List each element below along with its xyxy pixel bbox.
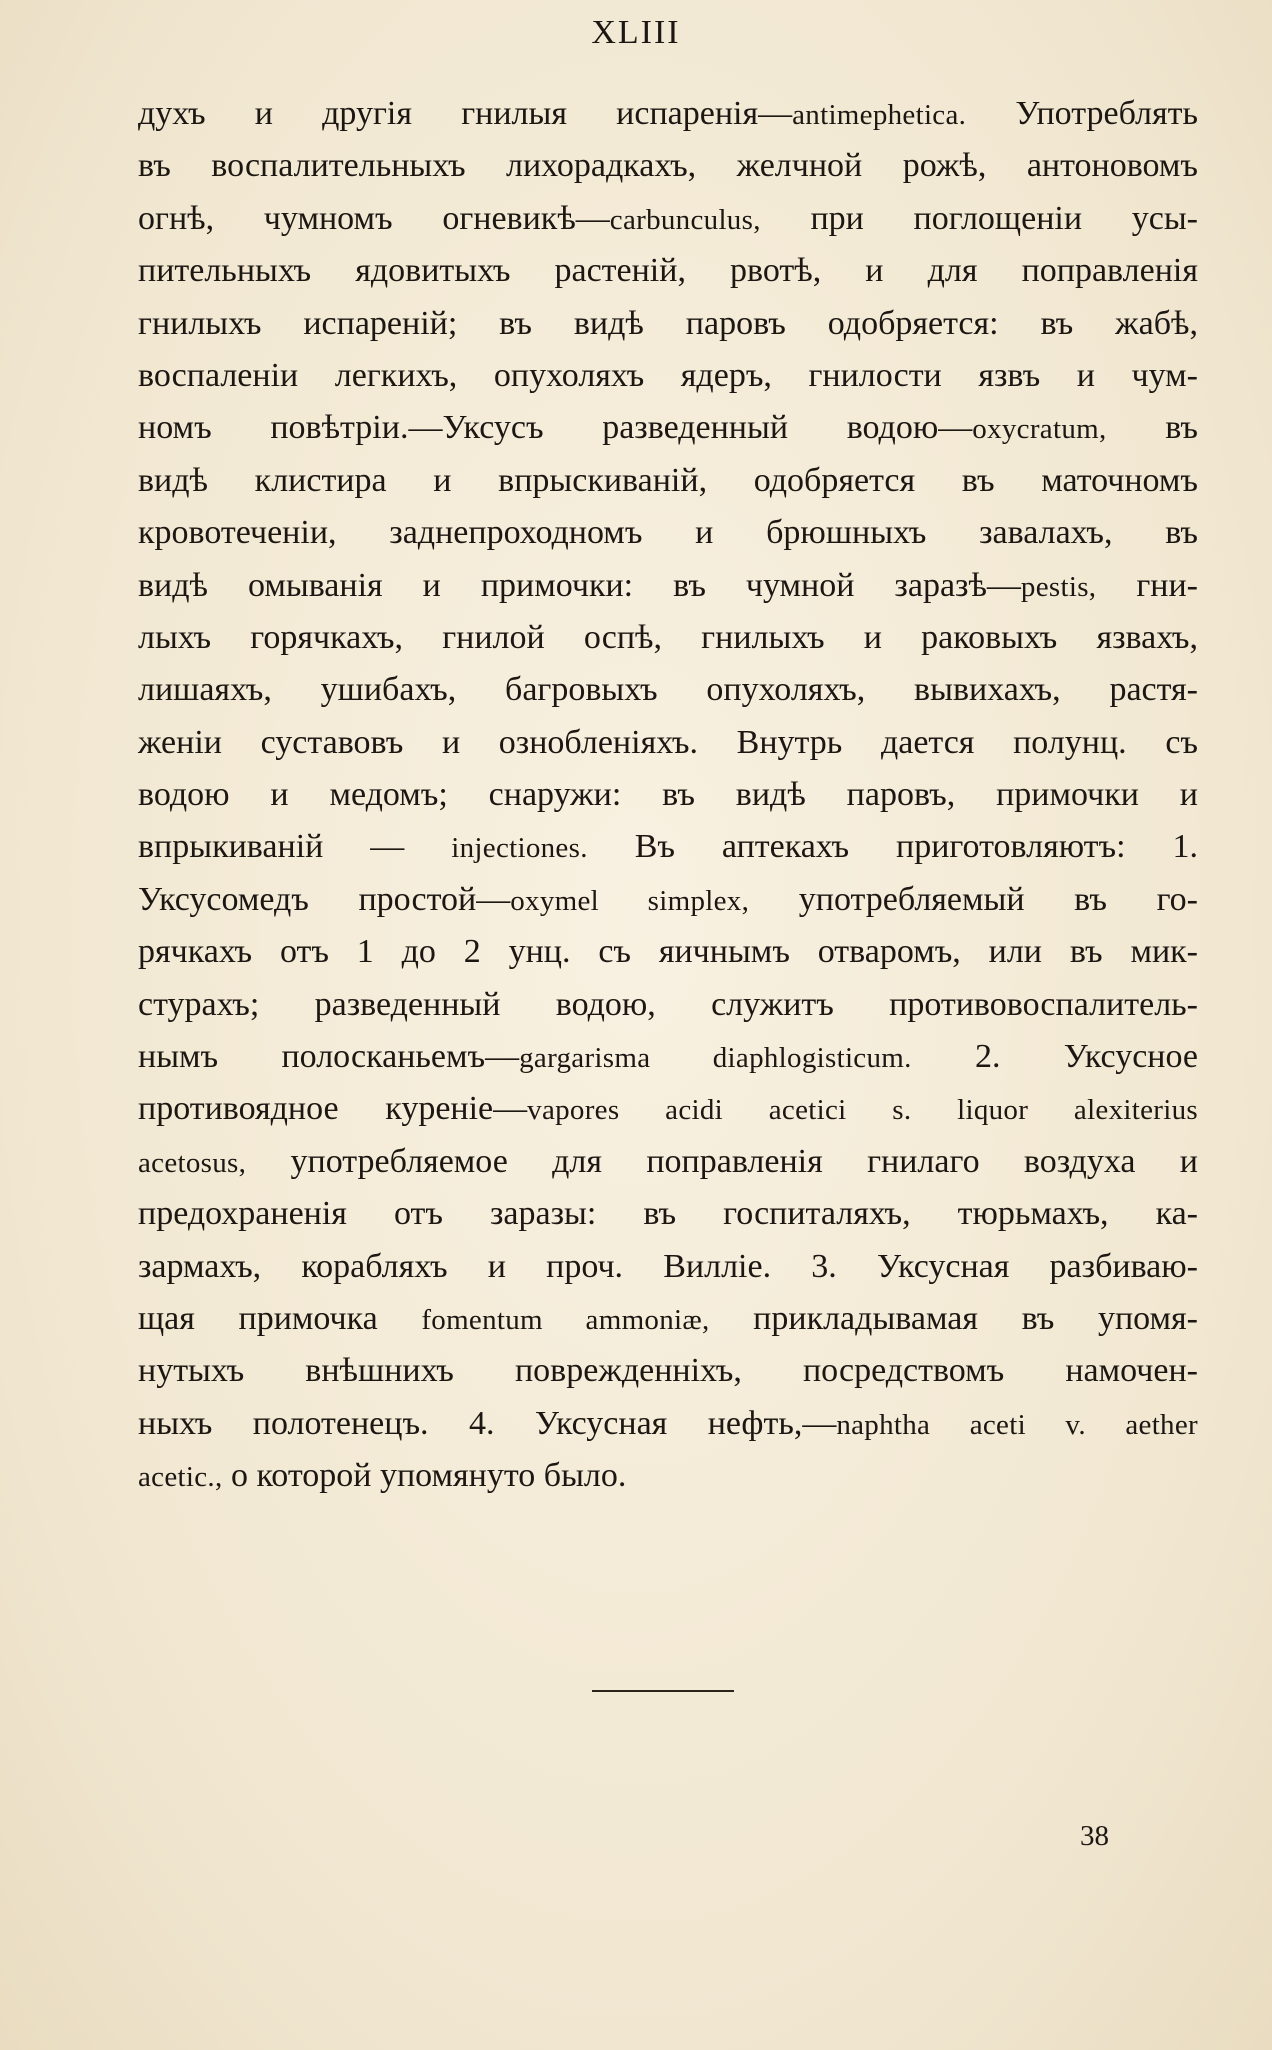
text-run: воспаленіи легкихъ, опухоляхъ ядеръ, гнилости язвъ и чум- [138, 356, 1198, 394]
text-line [138, 193, 1198, 245]
text-line [138, 1293, 1198, 1345]
text-run: въ [1106, 409, 1198, 447]
text-line [138, 245, 1198, 297]
text-run: духъ и другія гнилыя испаренія— [138, 95, 793, 132]
text-line [138, 1398, 1198, 1450]
text-run: нутыхъ внѣшнихъ поврежденніхъ, посредствомъ намочен- [138, 1352, 1198, 1390]
latin-term: fomentum ammoniæ, [421, 1303, 710, 1336]
text-run: нымъ полосканьемъ— [138, 1038, 520, 1076]
text-run: прикладывамая въ упомя- [709, 1299, 1198, 1337]
text-run: кровотеченіи, заднепроходномъ и брюшныхъ завалахъ, въ [138, 514, 1198, 552]
text-line [138, 1031, 1198, 1083]
latin-term: oxymel simplex, [510, 884, 750, 917]
text-run: о которой упомянуто было. [222, 1457, 627, 1495]
text-run: женіи суставовъ и ознобленіяхъ. Внутрь дается полунц. съ [138, 723, 1198, 761]
text-line [138, 507, 1198, 559]
text-line [138, 1083, 1198, 1135]
text-run: Употреблять [966, 95, 1198, 132]
text-run: при поглощеніи усы- [760, 199, 1198, 237]
text-line [138, 769, 1198, 821]
text-run: зармахъ, корабляхъ и проч. Вилліе. 3. Уксусная разбиваю- [138, 1247, 1198, 1285]
text-run: впрыкиваній — [138, 828, 452, 866]
body-text [138, 88, 1198, 1503]
text-run: щая примочка [138, 1299, 422, 1337]
text-line [138, 717, 1198, 769]
text-run: огнѣ, чумномъ огневикѣ— [138, 199, 610, 237]
text-line [138, 874, 1198, 926]
latin-term: acetosus, [138, 1146, 247, 1179]
text-line [138, 979, 1198, 1031]
text-line [138, 298, 1198, 350]
latin-term: carbunculus, [609, 203, 761, 236]
text-run: 2. Уксусное [911, 1038, 1198, 1076]
page-header-roman-numeral: XLIII [591, 14, 681, 51]
text-run: номъ повѣтріи.—Уксусъ разведенный водою— [138, 409, 973, 447]
text-line [138, 821, 1198, 873]
latin-term: naphtha aceti v. aether [836, 1408, 1198, 1441]
text-run: употребляемое для поправленія гнилаго воздуха и [246, 1142, 1198, 1180]
text-line [138, 140, 1198, 192]
text-run: лишаяхъ, ушибахъ, багровыхъ опухоляхъ, вывихахъ, растя- [138, 671, 1198, 709]
text-run: въ воспалительныхъ лихорадкахъ, желчной рожѣ, антоновомъ [138, 147, 1198, 185]
text-line [138, 560, 1198, 612]
text-line [138, 1450, 1198, 1502]
text-run: ныхъ полотенецъ. 4. Уксусная нефть,— [138, 1404, 837, 1442]
text-run: видѣ клистира и впрыскиваній, одобряется въ маточномъ [138, 461, 1198, 499]
text-run: рячкахъ отъ 1 до 2 унц. съ яичнымъ отваромъ, или въ мик- [138, 933, 1198, 971]
latin-term: pestis, [1020, 570, 1097, 603]
text-line [138, 350, 1198, 402]
page-number: 38 [1080, 1820, 1109, 1852]
text-run: водою и медомъ; снаружи: въ видѣ паровъ, примочки и [138, 776, 1198, 814]
latin-term: vapores acidi acetici s. liquor alexiterius [527, 1094, 1198, 1127]
text-line [138, 664, 1198, 716]
section-divider-rule [592, 1690, 734, 1692]
text-line [138, 402, 1198, 454]
text-run: противоядное куреніе— [138, 1090, 528, 1128]
text-line [138, 612, 1198, 664]
text-line [138, 455, 1198, 507]
latin-term: acetic., [138, 1461, 223, 1494]
text-run: стурахъ; разведенный водою, служитъ противовоспалитель- [138, 985, 1198, 1023]
text-run: употребляемый въ го- [749, 880, 1198, 918]
text-run: видѣ омыванія и примочки: въ чумной заразѣ— [138, 566, 1021, 604]
text-line [138, 926, 1198, 978]
latin-term: oxycratum, [972, 413, 1107, 446]
text-line [138, 1241, 1198, 1293]
text-line [138, 88, 1198, 140]
text-run: лыхъ горячкахъ, гнилой оспѣ, гнилыхъ и раковыхъ язвахъ, [138, 618, 1198, 656]
text-line [138, 1188, 1198, 1240]
text-line [138, 1345, 1198, 1397]
text-run: гни- [1096, 566, 1198, 604]
text-run: Въ аптекахъ приготовляютъ: 1. [587, 828, 1198, 866]
latin-term: injectiones. [451, 832, 588, 865]
latin-term: antimephetica. [792, 99, 967, 131]
text-run: Уксусомедъ простой— [138, 880, 511, 918]
text-line [138, 1136, 1198, 1188]
text-run: гнилыхъ испареній; въ видѣ паровъ одобряется: въ жабѣ, [138, 304, 1198, 342]
text-run: пительныхъ ядовитыхъ растеній, рвотѣ, и для поправленія [138, 252, 1198, 290]
text-run: предохраненія отъ заразы: въ госпиталяхъ, тюрьмахъ, ка- [138, 1195, 1198, 1233]
latin-term: gargarisma diaphlogisticum. [519, 1042, 912, 1075]
